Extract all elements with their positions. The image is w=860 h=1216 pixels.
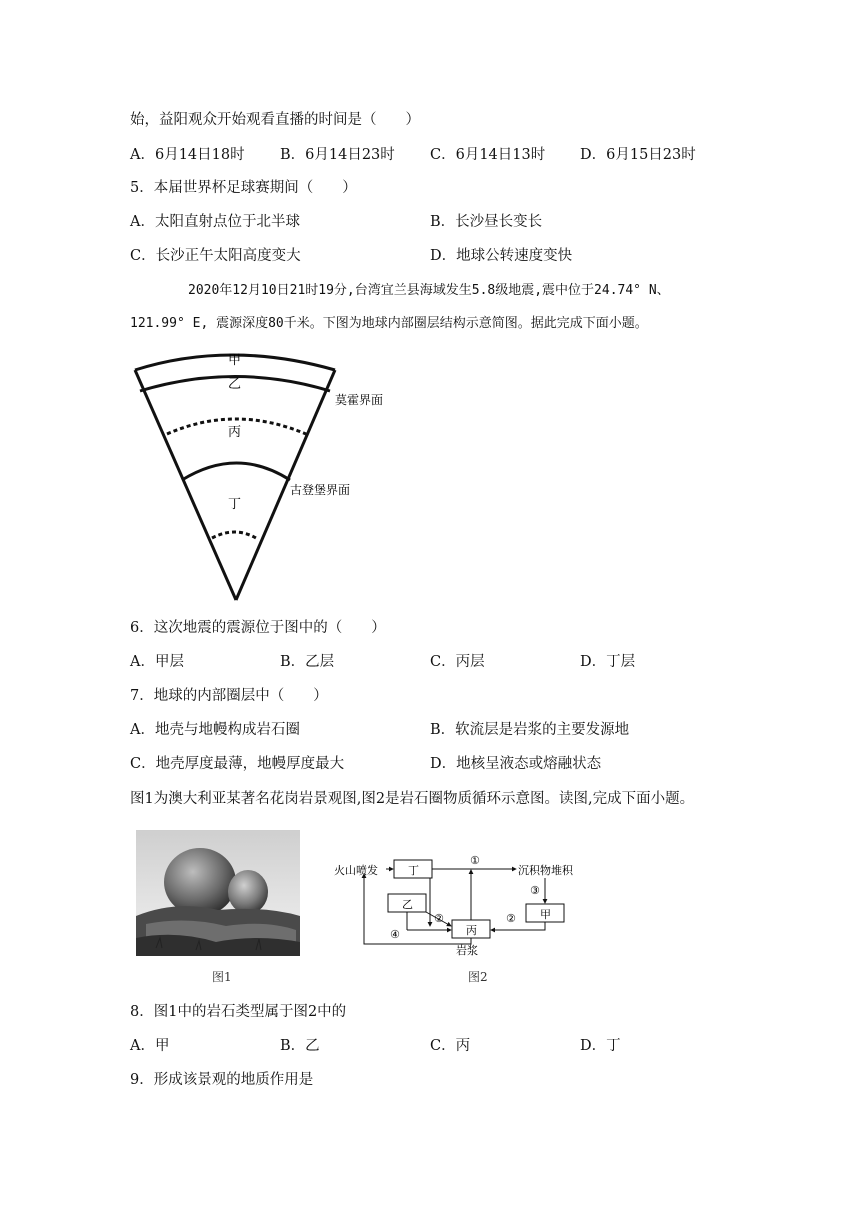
figure1-caption: 图1 xyxy=(212,970,232,984)
arrow-4-label: ④ xyxy=(390,928,400,941)
q8-option-c: C．丙 xyxy=(430,1038,471,1054)
passage2-line: 图1为澳大利亚某著名花岗岩景观图,图2是岩石圈物质循环示意图。读图,完成下面小题。 xyxy=(130,791,695,807)
arrow-1-label: ① xyxy=(470,854,480,867)
passage1-line2: 121.99° E, 震源深度80千米。下图为地球内部圈层结构示意简图。据此完成下面小题。 xyxy=(130,316,648,331)
layer-jia-label: 甲 xyxy=(228,353,242,368)
layer-yi-label: 乙 xyxy=(228,377,242,392)
q5-option-b: B．长沙昼长变长 xyxy=(430,214,543,230)
q6-stem: 6．这次地震的震源位于图中的（ ） xyxy=(130,620,386,636)
q9-stem: 9．形成该景观的地质作用是 xyxy=(130,1072,314,1088)
gutenberg-arc xyxy=(182,463,290,480)
q4-option-b: B．6月14日23时 xyxy=(280,147,395,163)
box-yi-label: 乙 xyxy=(402,898,413,911)
q6-option-b: B．乙层 xyxy=(280,654,335,670)
sediment-label: 沉积物堆积 xyxy=(518,864,573,877)
granite-landscape-photo xyxy=(136,830,300,956)
q7-option-a: A．地壳与地幔构成岩石圈 xyxy=(130,722,300,738)
box-ding-label: 丁 xyxy=(408,864,419,877)
q7-option-b: B．软流层是岩浆的主要发源地 xyxy=(430,722,630,738)
passage1-line1: 2020年12月10日21时19分,台湾宜兰县海域发生5.8级地震,震中位于24.74° N、 xyxy=(188,283,670,298)
q4-option-a: A．6月14日18时 xyxy=(130,147,245,163)
layer-ding-label: 丁 xyxy=(228,497,242,512)
q5-option-c: C．长沙正午太阳高度变大 xyxy=(130,248,301,264)
q5-option-a: A．太阳直射点位于北半球 xyxy=(130,214,300,230)
q7-option-c: C．地壳厚度最薄，地幔厚度最大 xyxy=(130,756,345,772)
moho-label: 莫霍界面 xyxy=(335,393,384,407)
q4-option-d: D．6月15日23时 xyxy=(580,147,696,163)
box-jia-label: 甲 xyxy=(540,908,551,921)
q8-option-d: D．丁 xyxy=(580,1038,621,1054)
large-boulder xyxy=(164,848,236,916)
small-boulder xyxy=(228,870,268,914)
q4-option-c: C．6月14日13时 xyxy=(430,147,546,163)
arrow-2b xyxy=(491,922,545,930)
q5-stem: 5．本届世界杯足球赛期间（ ） xyxy=(130,180,357,196)
q8-option-b: B．乙 xyxy=(280,1038,320,1054)
left-edge xyxy=(135,370,236,600)
rock-cycle-diagram xyxy=(330,850,580,956)
inner-core-dotted-arc xyxy=(212,532,256,538)
volcano-label: 火山喷发 xyxy=(334,864,378,877)
q6-option-c: C．丙层 xyxy=(430,654,485,670)
layer-bing-label: 丙 xyxy=(228,425,242,440)
earth-interior-diagram xyxy=(130,346,400,608)
q7-stem: 7．地球的内部圈层中（ ） xyxy=(130,688,328,704)
q6-option-a: A．甲层 xyxy=(130,654,184,670)
q6-option-d: D．丁层 xyxy=(580,654,636,670)
q5-option-d: D．地球公转速度变快 xyxy=(430,248,573,264)
arrow-3-label: ③ xyxy=(530,884,540,897)
q8-option-a: A．甲 xyxy=(130,1038,170,1054)
q8-stem: 8．图1中的岩石类型属于图2中的 xyxy=(130,1004,347,1020)
figure2-caption: 图2 xyxy=(468,970,488,984)
gutenberg-label: 古登堡界面 xyxy=(290,483,351,497)
arrow-2a-label: ② xyxy=(434,912,444,925)
q4-stem-continuation: 始，益阳观众开始观看直播的时间是（ ） xyxy=(130,112,420,128)
magma-label: 岩浆 xyxy=(456,944,478,956)
q7-option-d: D．地核呈液态或熔融状态 xyxy=(430,756,602,772)
arrow-2b-label: ② xyxy=(506,912,516,925)
box-bing-label: 丙 xyxy=(466,924,477,937)
